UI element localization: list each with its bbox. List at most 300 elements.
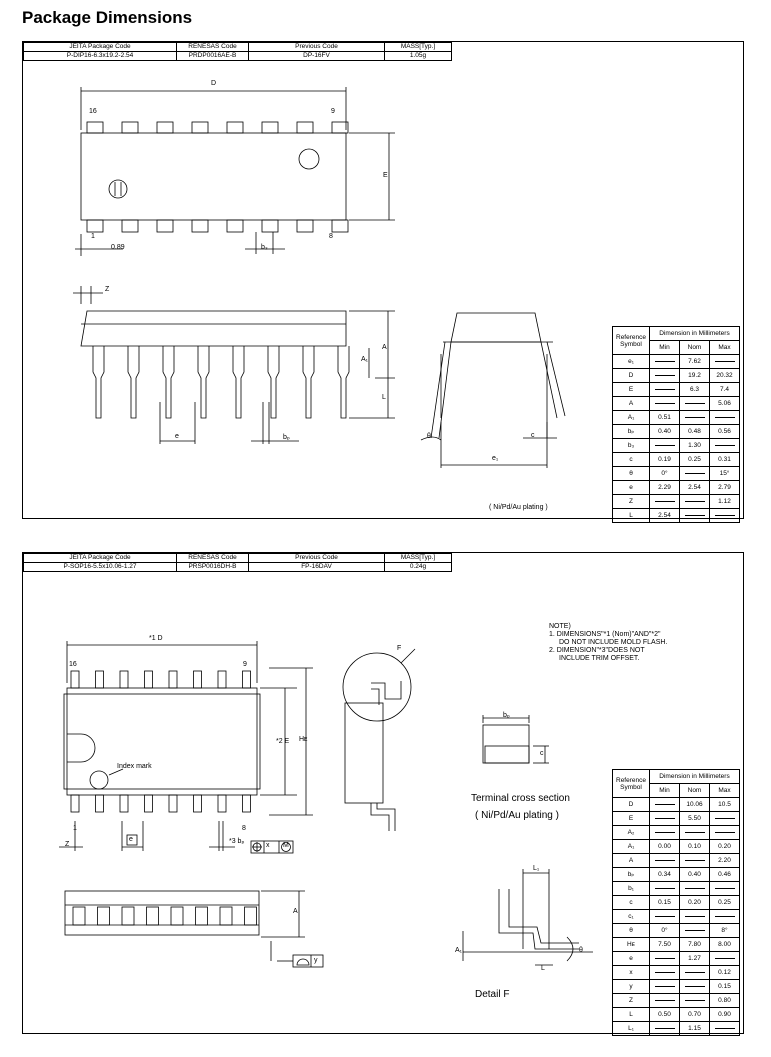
dash-mark [685, 860, 705, 861]
dip-pin-bottom [332, 220, 348, 232]
table-row [613, 826, 740, 840]
cell-nom [680, 966, 710, 980]
label-pin9: 9 [243, 661, 247, 668]
dash-mark [715, 818, 735, 819]
sop-body-side [65, 891, 259, 935]
cell-max: 0.80 [710, 994, 740, 1008]
header-val: P-DIP16-6.3x19.2-2.54 [24, 52, 177, 61]
cell-min: 0.34 [650, 868, 680, 882]
dash-mark [655, 860, 675, 861]
cell-min: 0.00 [650, 840, 680, 854]
cell-sym: L [613, 509, 650, 523]
cell-min: 0.40 [650, 425, 680, 439]
table-row [613, 868, 740, 882]
dash-mark [685, 888, 705, 889]
label-c: c [531, 432, 535, 439]
label-y: y [314, 957, 318, 964]
cell-min: 0.50 [650, 1008, 680, 1022]
cell-sym: L₁ [613, 1022, 650, 1036]
cell-min [650, 495, 680, 509]
cell-max: 2.79 [710, 481, 740, 495]
sop16-dimension-table [612, 769, 740, 1036]
label-E: *2 E [276, 738, 290, 745]
dip-pin-bottom [227, 220, 243, 232]
cell-min [650, 826, 680, 840]
detail-lead-inner [509, 889, 579, 943]
dash-mark [655, 1000, 675, 1001]
label-E: E [383, 172, 388, 179]
col-nom: Nom [680, 341, 710, 355]
dash-mark [715, 888, 735, 889]
cell-nom: 7.80 [680, 938, 710, 952]
cell-sym: A [613, 854, 650, 868]
dip-side-pin [338, 346, 349, 418]
dash-mark [715, 958, 735, 959]
table-row [613, 882, 740, 896]
table-row [613, 854, 740, 868]
table-row [613, 355, 740, 369]
dash-mark [655, 818, 675, 819]
cell-max: 0.12 [710, 966, 740, 980]
dip-pin1-mark [109, 180, 127, 198]
sop-pin-top [194, 671, 202, 688]
cell-min: 0° [650, 924, 680, 938]
sop-pin-bottom [218, 795, 226, 812]
header-col: JEITA Package Code [24, 43, 177, 52]
cell-max [710, 910, 740, 924]
dash-mark [655, 361, 675, 362]
dash-mark [655, 403, 675, 404]
sop-pin-bottom [71, 795, 79, 812]
label-F: F [397, 645, 402, 652]
dip-side-pins [93, 346, 349, 418]
cell-min [650, 1022, 680, 1036]
cell-sym: A [613, 397, 650, 411]
table-row [613, 453, 740, 467]
cell-nom: 2.54 [680, 481, 710, 495]
cell-max: 10.5 [710, 798, 740, 812]
sop-section-lead-bottom [377, 803, 395, 831]
table-row [613, 910, 740, 924]
header-col: Previous Code [249, 43, 385, 52]
dash-mark [655, 445, 675, 446]
sop-notch [67, 734, 95, 762]
dash-mark [685, 916, 705, 917]
sop-pin-bottom [145, 795, 153, 812]
cell-nom: 0.70 [680, 1008, 710, 1022]
dash-mark [685, 501, 705, 502]
sop-pin-top [243, 671, 251, 688]
label-Z: Z [105, 286, 110, 293]
cell-sym: c [613, 453, 650, 467]
cell-sym: x [613, 966, 650, 980]
dip-pin-top [297, 122, 313, 133]
sop-side-pins [73, 907, 257, 925]
cell-sym: θ [613, 924, 650, 938]
table-row [613, 495, 740, 509]
dip-plating: ( Ni/Pd/Au plating ) [489, 504, 548, 511]
dip-pin-top [227, 122, 243, 133]
cell-max [710, 1022, 740, 1036]
cell-sym: e [613, 952, 650, 966]
cell-sym: D [613, 798, 650, 812]
cell-nom [680, 826, 710, 840]
cell-min: 2.54 [650, 509, 680, 523]
label-e: e [175, 433, 179, 440]
cell-sym: bₚ [613, 868, 650, 882]
dash-mark [685, 473, 705, 474]
label-pin8: 8 [242, 825, 246, 832]
cell-nom [680, 994, 710, 1008]
dash-mark [685, 1000, 705, 1001]
cell-max: 0.90 [710, 1008, 740, 1022]
detail-F-leader [401, 649, 415, 663]
cell-min [650, 439, 680, 453]
cell-nom: 0.40 [680, 868, 710, 882]
label-e1: e₁ [492, 455, 499, 462]
terminal-outer [483, 725, 529, 763]
sop-side-pin [73, 907, 85, 925]
table-row [613, 840, 740, 854]
cell-sym: E [613, 383, 650, 397]
header-val: 1.05g [385, 52, 452, 61]
dip-pin-top [122, 122, 138, 133]
cell-min: 0° [650, 467, 680, 481]
cell-min [650, 812, 680, 826]
dip-end-lead-right [541, 342, 565, 418]
label-pin1: 1 [91, 233, 95, 240]
cell-min: 0.19 [650, 453, 680, 467]
cell-sym: Z [613, 994, 650, 1008]
label-A1: A₁ [361, 356, 369, 363]
flatness-icon [297, 959, 309, 965]
cell-max: 0.31 [710, 453, 740, 467]
note-line: INCLUDE TRIM OFFSET. [559, 655, 640, 662]
header-val: 0.24g [385, 563, 452, 572]
dash-mark [715, 417, 735, 418]
cell-nom: 1.30 [680, 439, 710, 453]
label-bp: bₚ [283, 434, 290, 441]
table-row [613, 938, 740, 952]
dash-mark [715, 361, 735, 362]
label-x: x [266, 842, 270, 849]
cell-sym: e [613, 481, 650, 495]
cell-min [650, 910, 680, 924]
dip-side-pin [198, 346, 209, 418]
label-c: c [540, 750, 544, 757]
cell-max: 0.46 [710, 868, 740, 882]
label-pin8: 8 [329, 233, 333, 240]
table-row [613, 481, 740, 495]
detail-lead-outer [499, 889, 579, 949]
table-row [613, 966, 740, 980]
dip-body-top [81, 133, 346, 220]
sop-section-lead-bottom [371, 803, 389, 831]
sop-pin-top [169, 671, 177, 688]
dash-mark [655, 375, 675, 376]
dip-pin-top [157, 122, 173, 133]
ref-header: Reference Symbol [613, 327, 650, 355]
label-089: 0.89 [111, 244, 125, 251]
cell-nom: 1.27 [680, 952, 710, 966]
page-title: Package Dimensions [22, 8, 193, 27]
dip16-dimension-table [612, 326, 740, 523]
dip-mark-circle [299, 149, 319, 169]
cell-sym: y [613, 980, 650, 994]
header-val: P-SOP16-5.5x10.06-1.27 [24, 563, 177, 572]
cell-max: 20.32 [710, 369, 740, 383]
header-col: MASS[Typ.] [385, 43, 452, 52]
cell-nom [680, 397, 710, 411]
cell-nom: 0.10 [680, 840, 710, 854]
cell-sym: c₁ [613, 910, 650, 924]
dip-pin-bottom [87, 220, 103, 232]
table-row [613, 980, 740, 994]
sop-side-pin [147, 907, 159, 925]
cell-max: 15° [710, 467, 740, 481]
cell-nom [680, 980, 710, 994]
dip16-panel [22, 41, 744, 519]
cell-sym: E [613, 812, 650, 826]
dash-mark [715, 515, 735, 516]
cell-sym: A₂ [613, 826, 650, 840]
cell-max: 0.56 [710, 425, 740, 439]
dip-side-pin [93, 346, 104, 418]
label-Z: Z [65, 841, 70, 848]
note-line: 1. DIMENSIONS"*1 (Nom)"AND"*2" [549, 631, 661, 638]
table-row [613, 467, 740, 481]
table-row [613, 1022, 740, 1036]
cell-min [650, 397, 680, 411]
sop-section-lead [371, 689, 379, 705]
dip-pin-top [192, 122, 208, 133]
dim-header: Dimension in Millimeters [650, 770, 740, 784]
cell-nom: 19.2 [680, 369, 710, 383]
table-row [613, 411, 740, 425]
table-row [613, 383, 740, 397]
table-row [613, 369, 740, 383]
cell-nom [680, 411, 710, 425]
cell-max: 5.06 [710, 397, 740, 411]
cell-max [710, 411, 740, 425]
sop-pin-top [96, 671, 104, 688]
table-row [613, 425, 740, 439]
sop-index-circle [90, 771, 108, 789]
sop16-panel [22, 552, 744, 1034]
cell-min: 0.15 [650, 896, 680, 910]
cell-min [650, 980, 680, 994]
header-val: DP-16FV [249, 52, 385, 61]
cell-max [710, 882, 740, 896]
sop-side-pin [171, 907, 183, 925]
cell-min [650, 882, 680, 896]
ref-header: Reference Symbol [613, 770, 650, 798]
cell-min [650, 355, 680, 369]
dash-mark [715, 832, 735, 833]
dash-mark [655, 888, 675, 889]
sop-side-pin [220, 907, 232, 925]
cell-nom [680, 882, 710, 896]
cell-max [710, 509, 740, 523]
sop-pin-bottom [120, 795, 128, 812]
header-val: PRDP0016AE-B [177, 52, 249, 61]
cell-min [650, 798, 680, 812]
cell-sym: b₃ [613, 439, 650, 453]
sop-pin-bottom [194, 795, 202, 812]
cell-nom: 1.15 [680, 1022, 710, 1036]
cell-sym: θ [613, 467, 650, 481]
note-title: NOTE) [549, 623, 571, 630]
cell-nom [680, 924, 710, 938]
cell-min: 0.51 [650, 411, 680, 425]
dash-mark [685, 515, 705, 516]
col-min: Min [650, 784, 680, 798]
cell-sym: c [613, 896, 650, 910]
cell-max: 0.25 [710, 896, 740, 910]
label-L: L [541, 965, 545, 972]
detail-F-label: Detail F [475, 989, 510, 1000]
dip-pin-bottom [262, 220, 278, 232]
cell-min: 2.29 [650, 481, 680, 495]
note-line: 2. DIMENSION"*3"DOES NOT [549, 647, 645, 654]
label-A: A [293, 908, 298, 915]
dip-end-body [451, 313, 541, 342]
table-row [613, 994, 740, 1008]
table-row [613, 952, 740, 966]
dash-mark [685, 832, 705, 833]
cell-max [710, 952, 740, 966]
dip-side-pin [163, 346, 174, 418]
table-row [613, 896, 740, 910]
cell-min [650, 383, 680, 397]
header-col: RENESAS Code [177, 43, 249, 52]
label-index-mark: Index mark [117, 763, 152, 770]
table-row [613, 812, 740, 826]
label-bp: bₚ [503, 712, 510, 719]
cell-max [710, 439, 740, 453]
cell-min [650, 966, 680, 980]
terminal-core [485, 746, 529, 763]
cell-sym: D [613, 369, 650, 383]
sop-pin-top [145, 671, 153, 688]
dash-mark [685, 417, 705, 418]
dash-mark [655, 972, 675, 973]
dash-mark [685, 972, 705, 973]
dash-mark [655, 832, 675, 833]
sop-pin-bottom [169, 795, 177, 812]
cell-max [710, 812, 740, 826]
table-row [613, 798, 740, 812]
header-val: PRSP0016DH-B [177, 563, 249, 572]
sop-section-lead [371, 681, 401, 699]
cell-sym: e₁ [613, 355, 650, 369]
dip-top-pins [87, 122, 348, 232]
cell-nom: 0.48 [680, 425, 710, 439]
dash-mark [685, 930, 705, 931]
cell-min [650, 854, 680, 868]
dash-mark [715, 916, 735, 917]
sop-body-top [67, 688, 257, 795]
dash-mark [715, 1028, 735, 1029]
dip-pin-top [262, 122, 278, 133]
label-M: M [283, 842, 289, 849]
dip-side-pin [128, 346, 139, 418]
sop-side-pin [98, 907, 110, 925]
label-pin16: 16 [69, 661, 77, 668]
dip-pin-bottom [297, 220, 313, 232]
cell-nom: 0.25 [680, 453, 710, 467]
label-D: *1 D [149, 635, 163, 642]
cell-min [650, 994, 680, 1008]
dim-header: Dimension in Millimeters [650, 327, 740, 341]
cell-sym: b₁ [613, 882, 650, 896]
dip-pin-bottom [192, 220, 208, 232]
dash-mark [655, 389, 675, 390]
cell-nom [680, 854, 710, 868]
label-L1: L₁ [533, 865, 540, 872]
table-row [613, 509, 740, 523]
table-row [613, 924, 740, 938]
header-col: RENESAS Code [177, 554, 249, 563]
sop-pin-top [218, 671, 226, 688]
cell-sym: A₁ [613, 840, 650, 854]
dash-mark [685, 986, 705, 987]
dip-side-pin [268, 346, 279, 418]
cell-nom: 0.20 [680, 896, 710, 910]
col-max: Max [710, 341, 740, 355]
dip-side-pin [233, 346, 244, 418]
label-pin1: 1 [73, 825, 77, 832]
label-HE: Hᴇ [299, 736, 308, 743]
header-col: Previous Code [249, 554, 385, 563]
sop-side-pin [196, 907, 208, 925]
dash-mark [685, 403, 705, 404]
cell-max: 0.20 [710, 840, 740, 854]
label-A1: A₁ [455, 947, 463, 954]
sop-pin-bottom [243, 795, 251, 812]
cell-min: 7.50 [650, 938, 680, 952]
label-e: e [129, 836, 133, 843]
cell-nom: 5.50 [680, 812, 710, 826]
sop-top-pins [71, 671, 251, 812]
dip-side-pin [303, 346, 314, 418]
dash-mark [655, 916, 675, 917]
cell-sym: Hᴇ [613, 938, 650, 952]
dash-mark [655, 501, 675, 502]
cell-nom [680, 910, 710, 924]
label-b3: b₃ [261, 244, 268, 251]
cell-sym: A₁ [613, 411, 650, 425]
dash-mark [655, 986, 675, 987]
cell-max: 8° [710, 924, 740, 938]
sop-pin-top [120, 671, 128, 688]
dash-mark [715, 445, 735, 446]
cell-min [650, 369, 680, 383]
cell-max: 7.4 [710, 383, 740, 397]
cell-max: 2.20 [710, 854, 740, 868]
dash-mark [655, 1028, 675, 1029]
cell-max: 1.12 [710, 495, 740, 509]
label-bp3: *3 bₚ [229, 838, 245, 845]
dip-pin-top [87, 122, 103, 133]
label-theta: θ [427, 433, 431, 440]
label-A: A [382, 344, 387, 351]
col-max: Max [710, 784, 740, 798]
cell-nom: 7.62 [680, 355, 710, 369]
cell-max: 0.15 [710, 980, 740, 994]
dash-mark [655, 958, 675, 959]
cell-sym: Z [613, 495, 650, 509]
